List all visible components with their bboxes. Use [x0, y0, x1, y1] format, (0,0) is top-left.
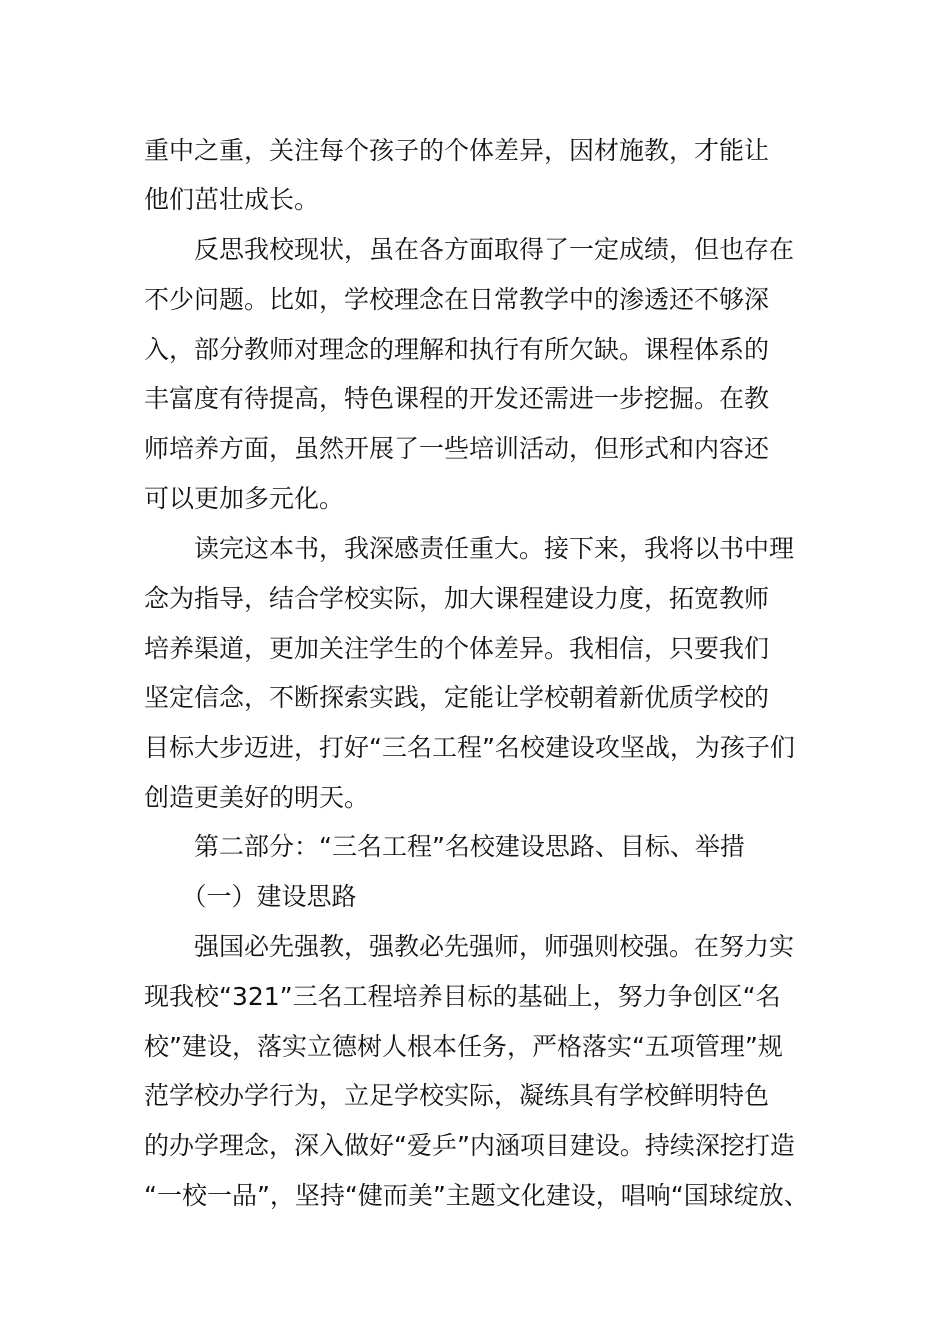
text-line: 师培养方面，虽然开展了一些培训活动，但形式和内容还 — [144, 434, 770, 463]
text-line: 入，部分教师对理念的理解和执行有所欠缺。课程体系的 — [144, 335, 770, 364]
text-line: 强国必先强教，强教必先强师，师强则校强。在努力实 — [144, 932, 795, 961]
text-line: 可以更加多元化。 — [144, 484, 345, 513]
text-line: 重中之重，关注每个孩子的个体差异，因材施教，才能让 — [144, 136, 770, 165]
text-line: 的办学理念，深入做好“爱乒”内涵项目建设。持续深挖打造 — [144, 1131, 795, 1160]
text-line: 他们茁壮成长。 — [144, 185, 320, 214]
text-line: 培养渠道，更加关注学生的个体差异。我相信，只要我们 — [144, 634, 770, 663]
text-line: 读完这本书，我深感责任重大。接下来，我将以书中理 — [144, 534, 795, 563]
text-line: 坚定信念，不断探索实践，定能让学校朝着新优质学校的 — [144, 683, 770, 712]
text-line: “一校一品”，坚持“健而美”主题文化建设，唱响“国球绽放、 — [144, 1181, 809, 1210]
text-line: 丰富度有待提高，特色课程的开发还需进一步挖掘。在教 — [144, 384, 770, 413]
text-line: 创造更美好的明天。 — [144, 783, 370, 812]
text-line: 目标大步迈进，打好“三名工程”名校建设攻坚战，为孩子们 — [144, 733, 795, 762]
text-line: 校”建设，落实立德树人根本任务，严格落实“五项管理”规 — [144, 1032, 783, 1061]
text-line: 不少问题。比如，学校理念在日常教学中的渗透还不够深 — [144, 285, 770, 314]
section-heading: 第二部分：“三名工程”名校建设思路、目标、举措 — [144, 832, 745, 861]
text-line: 反思我校现状，虽在各方面取得了一定成绩，但也存在 — [144, 235, 795, 264]
subsection-heading: （一）建设思路 — [144, 882, 357, 911]
text-line: 范学校办学行为，立足学校实际，凝练具有学校鲜明特色 — [144, 1081, 770, 1110]
text-line: 念为指导，结合学校实际，加大课程建设力度，拓宽教师 — [144, 584, 770, 613]
text-line: 现我校“321”三名工程培养目标的基础上，努力争创区“名 — [144, 982, 781, 1011]
